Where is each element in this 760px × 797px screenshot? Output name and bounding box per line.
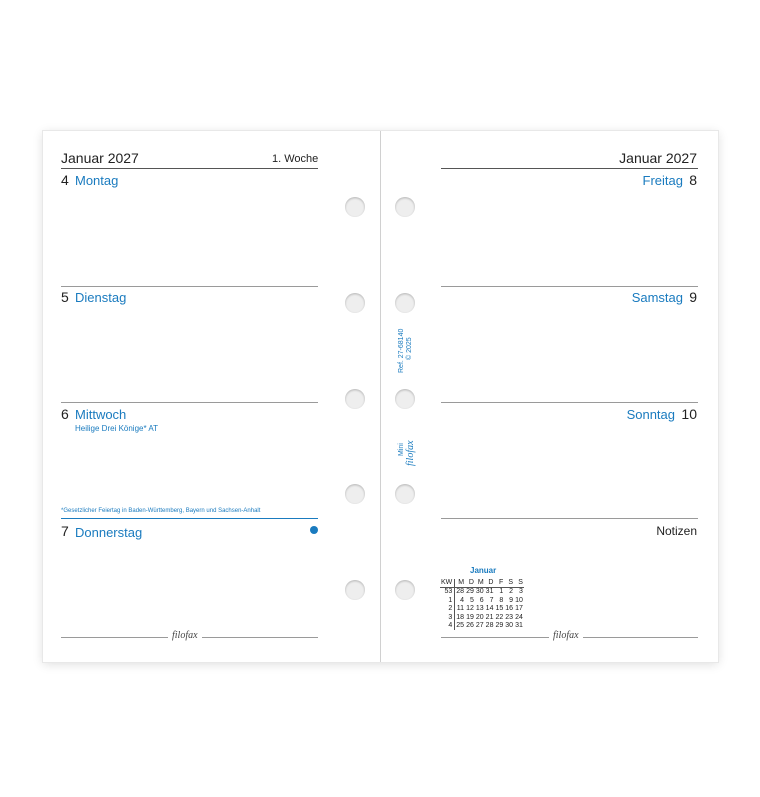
day-name: Freitag	[642, 173, 683, 188]
date-cell: 16	[505, 605, 514, 613]
ring-hole	[345, 389, 365, 409]
day-name: Sonntag	[626, 407, 675, 422]
weekday-header: S	[504, 579, 514, 588]
date-cell: 1	[499, 588, 504, 596]
date-cell: 15	[495, 605, 504, 613]
weekday-header: D	[485, 579, 495, 588]
mini-calendar-week-row	[440, 614, 524, 622]
date-cell: 12	[466, 605, 474, 613]
date-cell: 6	[479, 596, 484, 604]
date-cell: 10	[515, 596, 523, 604]
date-cell: 19	[466, 613, 474, 621]
week-number: 3	[440, 614, 455, 622]
ring-hole	[395, 389, 415, 409]
day-divider	[441, 518, 698, 519]
day-number: 9	[689, 289, 697, 305]
date-cell: 28	[485, 622, 494, 630]
weekday-header: M	[455, 579, 465, 588]
weekday-header: M	[475, 579, 485, 588]
date-cell: 30	[475, 588, 484, 596]
spine-line	[380, 131, 381, 662]
filofax-logo: filofax	[405, 440, 416, 466]
date-cell: 31	[485, 588, 494, 596]
mini-calendar-week-row	[440, 597, 524, 605]
holiday-footnote: *Gesetzlicher Feiertag in Baden-Württemberg, Bayern und Sachsen-Anhalt	[61, 508, 261, 514]
day-number: 4	[61, 172, 69, 188]
day-name: Donnerstag	[75, 525, 143, 540]
day-number: 10	[681, 406, 697, 422]
week-number: 53	[440, 588, 455, 597]
mini-calendar-week-row	[440, 622, 524, 630]
week-number: 1	[440, 597, 455, 605]
weekday-header: D	[465, 579, 475, 588]
date-cell: 5	[469, 596, 474, 604]
date-cell: 14	[485, 605, 494, 613]
ring-hole	[345, 580, 365, 600]
ring-hole	[395, 484, 415, 504]
date-cell: 23	[505, 613, 514, 621]
copyright-text: © 2025	[406, 337, 413, 360]
ring-hole	[395, 580, 415, 600]
day-name: Samstag	[631, 290, 683, 305]
kw-header: KW	[440, 579, 455, 588]
ring-hole	[345, 484, 365, 504]
spine-brand	[405, 440, 416, 466]
date-cell: 7	[489, 596, 494, 604]
day-divider	[441, 286, 698, 287]
date-cell: 21	[485, 613, 494, 621]
day-number: 8	[689, 172, 697, 188]
day-name: Dienstag	[75, 290, 127, 305]
date-cell: 25	[456, 622, 465, 630]
day-divider	[61, 402, 318, 403]
date-cell: 24	[515, 613, 523, 621]
date-cell: 3	[518, 588, 523, 596]
ref-number: Ref. 27-68140	[398, 328, 405, 373]
date-cell: 31	[515, 622, 523, 630]
header-rule	[61, 168, 318, 169]
notes-label: Notizen	[656, 524, 697, 538]
header-rule	[441, 168, 698, 169]
week-number: 4	[440, 622, 455, 630]
ring-hole	[345, 197, 365, 217]
week-number: 2	[440, 605, 455, 613]
date-cell: 11	[456, 605, 465, 613]
footnote-rule	[61, 518, 318, 519]
date-cell: 4	[460, 596, 465, 604]
left-header-week: 1. Woche	[272, 153, 319, 165]
date-cell: 8	[499, 596, 504, 604]
date-cell: 9	[509, 596, 514, 604]
mini-calendar-grid	[440, 579, 524, 630]
day-divider	[441, 402, 698, 403]
weekday-header: S	[514, 579, 524, 588]
size-label: Mini	[398, 443, 405, 456]
date-cell: 13	[475, 605, 484, 613]
right-header-month: Januar 2027	[619, 150, 697, 166]
mini-calendar-week-row	[440, 605, 524, 613]
date-cell: 2	[509, 588, 514, 596]
mini-calendar-month: Januar	[470, 566, 497, 575]
day-divider	[61, 286, 318, 287]
date-cell: 29	[466, 588, 474, 596]
event-dot	[310, 526, 318, 534]
day-number: 5	[61, 289, 69, 305]
day-number: 6	[61, 406, 69, 422]
date-cell: 27	[475, 622, 484, 630]
date-cell: 22	[495, 613, 504, 621]
date-cell: 26	[466, 622, 474, 630]
weekday-header: F	[494, 579, 504, 588]
date-cell: 20	[475, 613, 484, 621]
mini-calendar-header-row	[440, 579, 524, 588]
ring-hole	[395, 293, 415, 313]
date-cell: 17	[515, 605, 523, 613]
day-name: Montag	[75, 173, 119, 188]
day-number: 7	[61, 523, 69, 539]
left-header-month: Januar 2027	[61, 150, 139, 166]
date-cell: 30	[505, 622, 514, 630]
spine-size	[398, 443, 405, 456]
spine-copyright	[406, 337, 413, 360]
holiday-note: Heilige Drei Könige* AT	[75, 424, 159, 433]
date-cell: 28	[456, 588, 465, 596]
ring-hole	[395, 197, 415, 217]
mini-calendar-week-row	[440, 588, 524, 597]
filofax-logo: filofax	[549, 630, 583, 641]
ring-hole	[345, 293, 365, 313]
day-name: Mittwoch	[75, 407, 127, 422]
spine-ref	[398, 329, 405, 373]
date-cell: 29	[495, 622, 504, 630]
date-cell: 18	[456, 613, 465, 621]
filofax-logo: filofax	[168, 630, 202, 641]
